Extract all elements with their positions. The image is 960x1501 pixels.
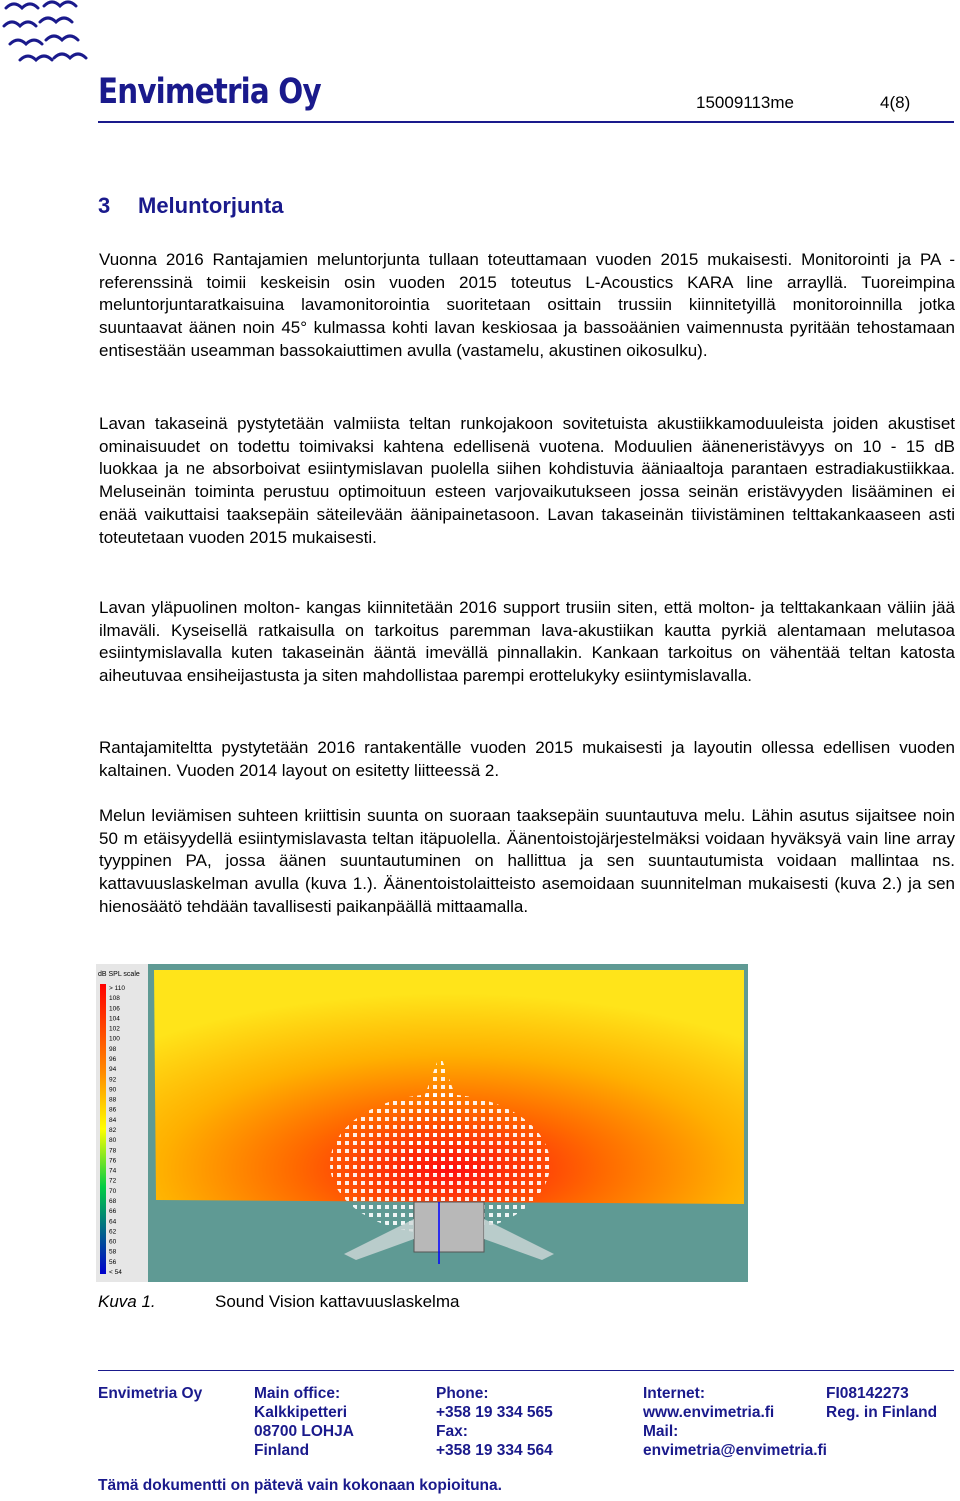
scale-label: 106 [109,1005,120,1013]
footer-internet: Internet: www.envimetria.fi Mail: envimetria@envimetria.fi [643,1385,827,1459]
section-heading [98,193,283,219]
scale-label: 90 [109,1086,117,1094]
scale-label: 86 [109,1106,117,1114]
website-link[interactable]: www.envimetria.fi [643,1404,775,1421]
header-divider [98,121,954,123]
footer-divider [98,1370,954,1371]
section-number: 3 [98,193,111,218]
page-number: 4(8) [880,93,911,112]
scale-title: dB SPL scale [98,971,140,978]
scale-label: 92 [109,1076,117,1084]
scale-label: 80 [109,1137,117,1145]
scale-label: 64 [109,1218,117,1226]
scale-label: 94 [109,1066,117,1074]
scale-label: 88 [109,1096,117,1104]
document-number: 15009113me [696,93,794,112]
footer-address: Main office: Kalkkipetteri 08700 LOHJA Finland [254,1385,354,1459]
scale-label: 72 [109,1177,117,1185]
footer-phone: Phone: +358 19 334 565 Fax: +358 19 334 564 [436,1385,553,1459]
scale-label: 74 [109,1167,117,1175]
figure-caption-text: Sound Vision kattavuuslaskelma [215,1292,460,1311]
scale-label: 60 [109,1238,117,1246]
scale-label: 62 [109,1228,117,1236]
coverage-map-figure [96,964,748,1282]
scale-label: 82 [109,1127,117,1134]
scale-label: > 110 [109,985,125,992]
scale-label: 68 [109,1198,117,1205]
scale-colorbar [100,984,106,1274]
scale-label: < 54 [109,1269,122,1276]
scale-label: 108 [109,995,120,1003]
scale-label: 56 [109,1258,117,1266]
email-link[interactable]: envimetria@envimetria.fi [643,1442,827,1459]
paragraph-5: Melun leviämisen suhteen kriittisin suunta on suoraan taaksepäin suuntautuva melu. Lähin asutus sijaitsee noin 50 m etäisyydellä esiintymislavasta teltan itäpuolella. Äänentoistojärjestelmäksi voidaan hyväksyä vain line array tyyppinen PA, jossa äänen suuntautuminen on hallittua ja sen suuntautumista voidaan mallintaa ns. kattavuuslaskelman avulla (kuva 1.). Äänentoistolaitteisto asemoidaan suunnitelman mukaisesti (kuva 2.) ja sen hienosäätö tehdään tavallisesti paikanpäällä mittaamalla. [99,806,955,916]
scale-label: 58 [109,1248,117,1256]
scale-label: 104 [109,1015,120,1023]
stage [414,1202,484,1252]
scale-label: 66 [109,1208,117,1216]
paragraph-1: Vuonna 2016 Rantajamien meluntorjunta tullaan toteuttamaan vuoden 2015 mukaisesti. Monitorointi ja PA -referenssinä toimii keskeisin osin vuoden 2015 toteutus L-Acoustics KARA line arrayllä. Tuoreimpina meluntorjuntaratkaisuina lavamonitorointia suoritetaan osittain trussiin kiinnitetyillä monitoroinnilla jotka suuntaavat äänen noin 45° kulmassa kohti lavan keskiosaa ja bassoäänien vaimennusta pyritään tehostamaan entisestään useamman bassokaiuttimen avulla (vastamelu, akustinen oikosulku). [99,250,955,360]
footer-registration: FI08142273 Reg. in Finland [826,1385,938,1421]
figure-caption-label: Kuva 1. [98,1292,156,1311]
footer-note: Tämä dokumentti on pätevä vain kokonaan kopioituna. [98,1477,502,1494]
scale-label: 98 [109,1045,117,1053]
paragraph-4: Rantajamiteltta pystytetään 2016 rantakentälle vuoden 2015 mukaisesti ja layoutin ollessa edellisen vuoden kaltainen. Vuoden 2014 layout on esitetty liitteessä 2. [99,738,955,780]
scale-label: 76 [109,1157,117,1165]
company-logo [0,0,90,76]
footer-company: Envimetria Oy [98,1385,203,1402]
scale-label: 100 [109,1035,120,1043]
scale-label: 84 [109,1116,117,1124]
scale-label: 78 [109,1147,117,1155]
scale-label: 102 [109,1025,120,1033]
scale-label: 70 [109,1187,117,1195]
paragraph-3: Lavan yläpuolinen molton- kangas kiinnitetään 2016 support trusiin siten, että molton- ja telttakankaan väliin jää ilmaväli. Kyseisellä ratkaisulla on tarkoitus paremman lava-akustiikan kautta pyrkiä alentamaan melutasoa esiintymislavalla kuten takaseinän ääntä imevällä pinnallakin. Kankaan tarkoitus on vähentää teltan katosta aiheutuvaa ensiheijastusta ja siten mahdollistaa parempi erottelukyky esiintymislavalla. [99,598,955,686]
paragraph-2: Lavan takaseinä pystytetään valmiista teltan runkojakoon sovitetuista akustiikkamoduuleista joiden akustiset ominaisuudet on todettu toimivaksi kahtena edellisenä vuotena. Moduulien ääneneristävyys on 10 - 15 dB luokkaa ja ne absorboivat esiintymislavan puolella siihen kohdistuvia ääniaaltoja parantaen estradiakustiikkaa. Meluseinän toiminta perustuu optimoituun esteen varjovaikutukseen jossa seinän eristävyyden lisääminen ei enää vaikuttaisi taaksepäin säteilevään äänipainetasoon. Lavan takaseinän tiivistäminen telttakankaaseen asti toteutetaan vuoden 2015 mukaisesti. [99,414,955,547]
scale-label: 96 [109,1056,117,1063]
section-title: Meluntorjunta [138,193,284,218]
company-name: Envimetria Oy [98,72,321,112]
